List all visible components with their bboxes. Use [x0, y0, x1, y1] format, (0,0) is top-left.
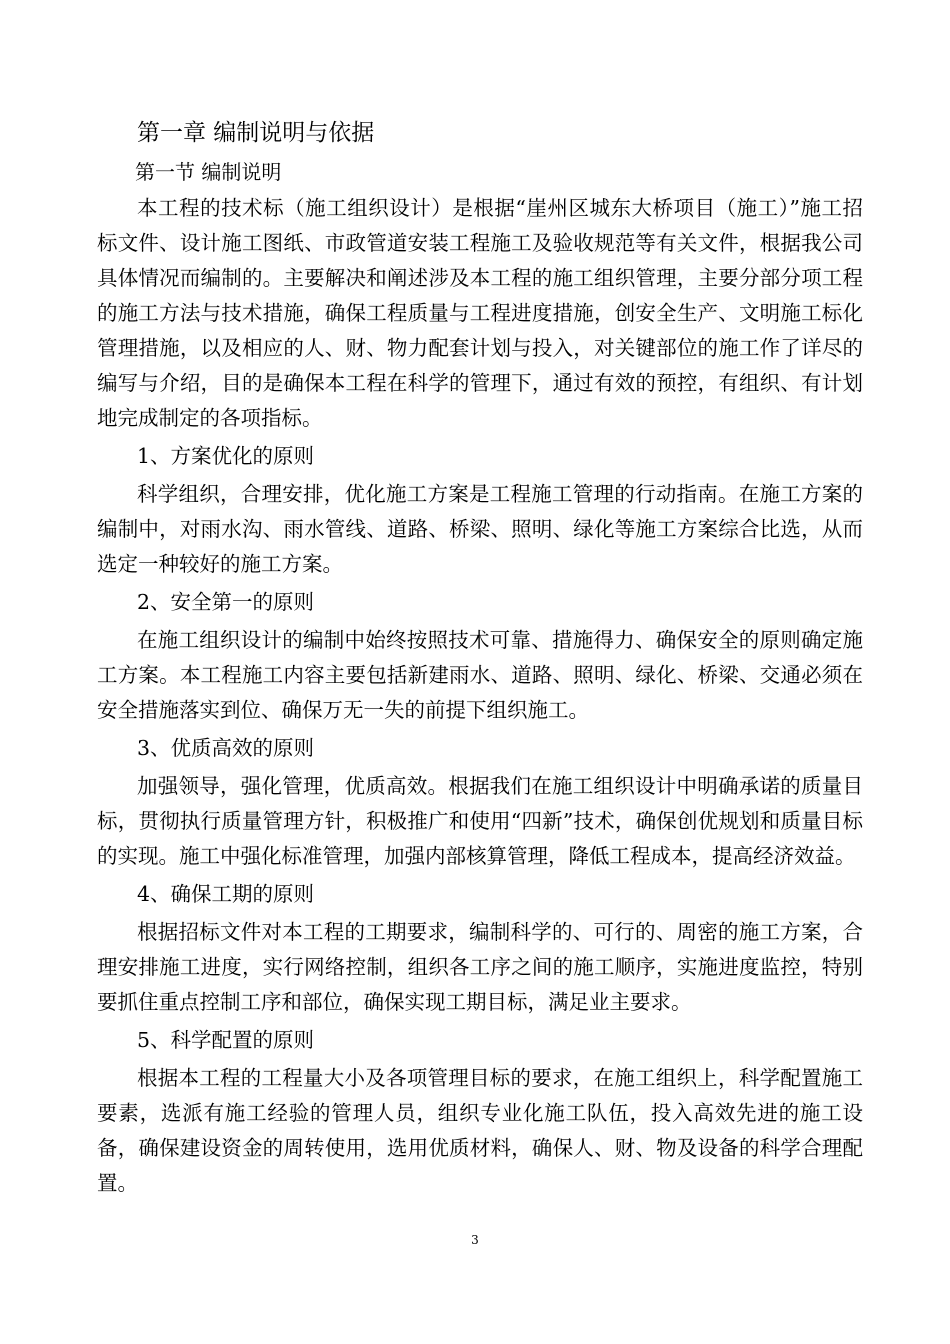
principle-text-4: 根据招标文件对本工程的工期要求，编制科学的、可行的、周密的施工方案，合理安排施工进度，实行网络控制，组织各工序之间的施工顺序，实施进度监控，特别要抓住重点控制工序和部位，确保实现工期目标，满足业主要求。	[97, 920, 863, 1014]
principle-heading-3: 3、优质高效的原则	[137, 736, 315, 760]
principle-text-3: 加强领导，强化管理，优质高效。根据我们在施工组织设计中明确承诺的质量目标，贯彻执行质量管理方针，积极推广和使用“四新”技术，确保创优规划和质量目标的实现。施工中强化标准管理，加强内部核算管理，降低工程成本，提高经济效益。	[97, 774, 863, 868]
principle-heading-5: 5、科学配置的原则	[137, 1028, 315, 1052]
page-content	[97, 118, 863, 1204]
principle-heading-2: 2、安全第一的原则	[137, 590, 315, 614]
page-number: 3	[471, 1233, 479, 1247]
principle-heading-1: 1、方案优化的原则	[137, 444, 315, 468]
chapter-title: 第一章 编制说明与依据	[137, 120, 375, 146]
principle-text-2: 在施工组织设计的编制中始终按照技术可靠、措施得力、确保安全的原则确定施工方案。本工程施工内容主要包括新建雨水、道路、照明、绿化、桥梁、交通必须在安全措施落实到位、确保万无一失的前提下组织施工。	[97, 628, 863, 722]
section-title: 第一节 编制说明	[135, 160, 282, 184]
principle-text-5: 根据本工程的工程量大小及各项管理目标的要求，在施工组织上，科学配置施工要素，选派有施工经验的管理人员，组织专业化施工队伍，投入高效先进的施工设备，确保建设资金的周转使用，选用优质材料，确保人、财、物及设备的科学合理配置。	[97, 1066, 863, 1195]
principle-heading-4: 4、确保工期的原则	[137, 882, 315, 906]
principle-text-1: 科学组织，合理安排，优化施工方案是工程施工管理的行动指南。在施工方案的编制中，对雨水沟、雨水管线、道路、桥梁、照明、绿化等施工方案综合比选，从而选定一种较好的施工方案。	[97, 482, 863, 576]
intro-paragraph: 本工程的技术标（施工组织设计）是根据“崖州区城东大桥项目（施工）”施工招标文件、设计施工图纸、市政管道安装工程施工及验收规范等有关文件，根据我公司具体情况而编制的。主要解决和阐述涉及本工程的施工组织管理，主要分部分项工程的施工方法与技术措施，确保工程质量与工程进度措施，创安全生产、文明施工标化管理措施，以及相应的人、财、物力配套计划与投入，对关键部位的施工作了详尽的编写与介绍，目的是确保本工程在科学的管理下，通过有效的预控，有组织、有计划地完成制定的各项指标。	[97, 196, 863, 430]
